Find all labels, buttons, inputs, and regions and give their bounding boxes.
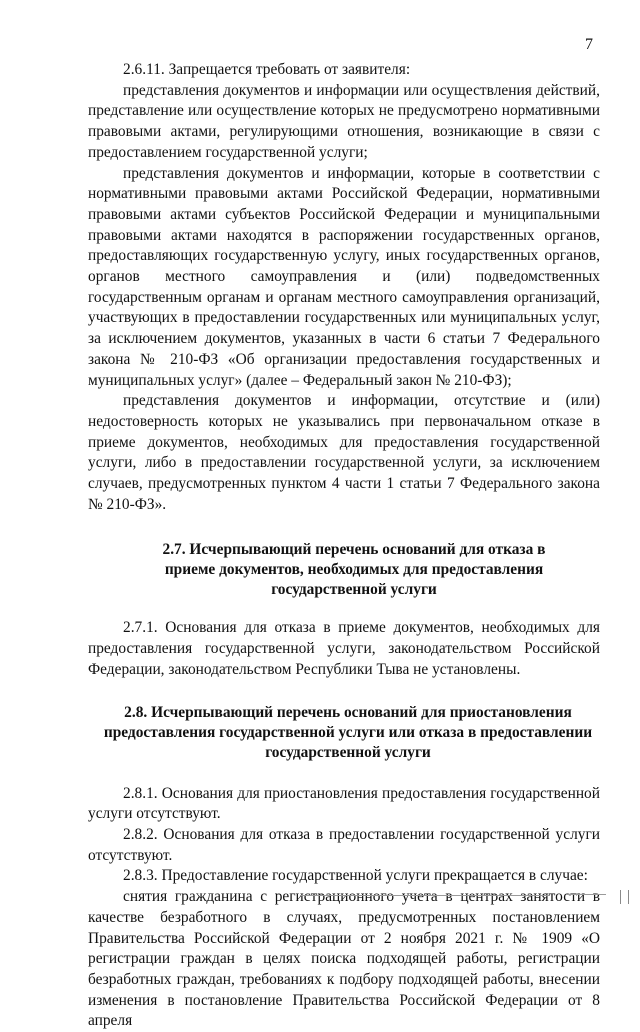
document-body <box>88 60 600 1032</box>
scan-artifact-tick <box>628 890 629 904</box>
paragraph-documents-not-indicated: представления документов и информации, отсутствие и (или) недостоверность которых не указывались при первоначальном отказе в приеме документов, необходимых для предоставления государственной услуги, либо в предоставлении государственной услуги, за исключением случаев, предусмотренных пунктом 4 части 1 статьи 7 Федерального закона № 210-ФЗ». <box>88 392 600 513</box>
paragraph-2-6-11: 2.6.11. Запрещается требовать от заявителя: <box>123 61 411 78</box>
paragraph-2-8-1: 2.8.1. Основания для приостановления предоставления государственной услуги отсутствуют. <box>88 784 600 823</box>
section-heading-2-8: 2.8. Исчерпывающий перечень оснований для приостановления предоставления государственной услуги или отказа в предоставлении государственной услуги <box>103 703 593 761</box>
paragraph-2-8-3: 2.8.3. Предоставление государственной услуги прекращается в случае: <box>123 867 588 885</box>
page-number: 7 <box>585 36 593 53</box>
scan-artifact-line <box>566 894 606 895</box>
paragraph-documents-in-possession: представления документов и информации, которые в соответствии с нормативными правовыми актами Российской Федерации, нормативными правовыми актами субъектов Российской Федерации и муниципальными правовыми актами находятся в распоряжении государственных органов, предоставляющих государственную услугу, иных государственных органов, органов местного самоуправления и (или) подведомственных государственным органам и органам местного самоуправления организаций, участвующих в предоставлении государственных или муниципальных услуг, за исключением документов, указанных в части 6 статьи 7 Федерального закона № 210-ФЗ «Об организации предоставления государственных и муниципальных услуг» (далее – Федеральный закон № 210-ФЗ); <box>88 164 600 389</box>
paragraph-deregistration: снятия гражданина с регистрационного учета в центрах занятости в качестве безработного в случаях, предусмотренных постановлением Правительства Российской Федерации от 2 ноября 2021 г. № 1909 «О регистрации граждан в целях поиска подходящей работы, регистрации безработных граждан, требованиях к подбору подходящей работы, внесении изменения в постановление Правительства Российской Федерации от 8 апреля <box>88 888 600 1030</box>
section-heading-2-7: 2.7. Исчерпывающий перечень оснований для отказа в приеме документов, необходимых для предоставления государственной услуги <box>162 541 546 599</box>
paragraph-2-8-2: 2.8.2. Основания для отказа в предоставлении государственной услуги отсутствуют. <box>88 825 600 864</box>
scan-artifact-line <box>300 895 550 896</box>
scan-artifact-tick <box>620 890 621 904</box>
paragraph-2-7-1: 2.7.1. Основания для отказа в приеме документов, необходимых для предоставления государственной услуги, законодательством Российской Федерации, законодательством Республики Тыва не установлены. <box>88 619 600 678</box>
paragraph-documents-not-required: представления документов и информации или осуществления действий, представление или осуществление которых не предусмотрено нормативными правовыми актами, регулирующими отношения, возникающие в связи с предоставлением государственной услуги; <box>88 81 600 161</box>
